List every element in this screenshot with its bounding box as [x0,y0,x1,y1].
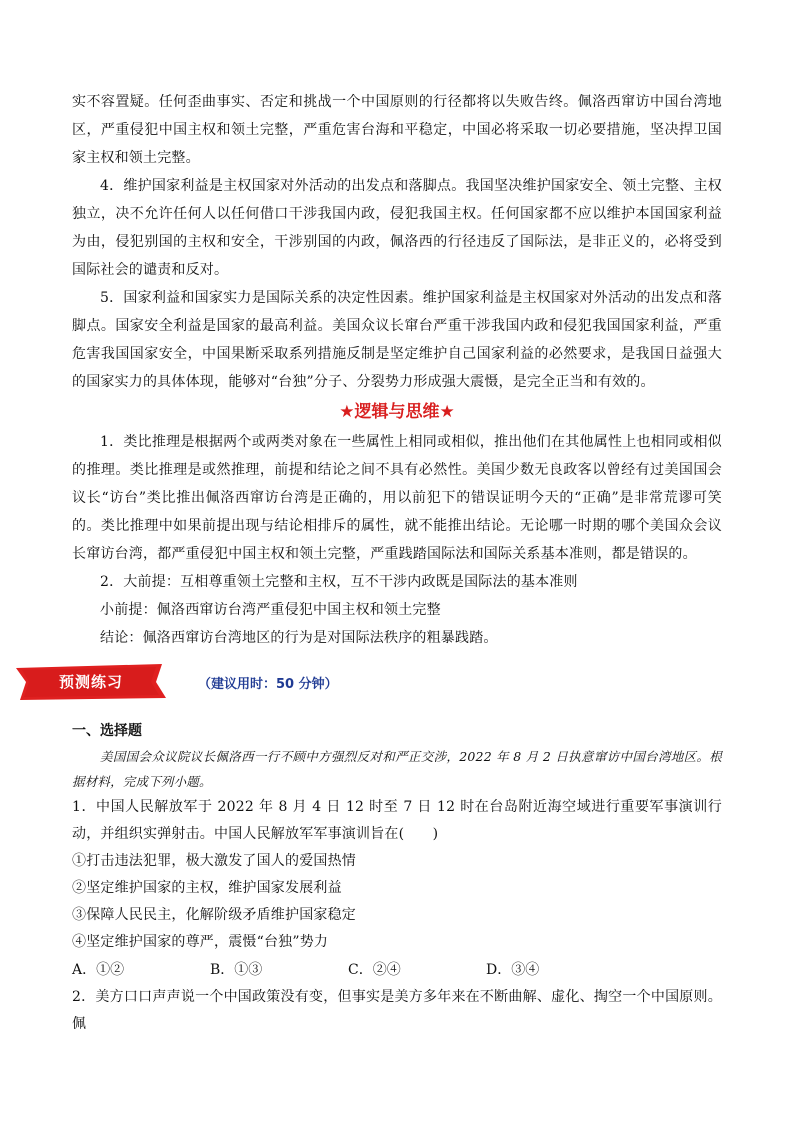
logic-conclusion: 结论：佩洛西窜访台湾地区的行为是对国际法秩序的粗暴践踏。 [100,630,498,646]
question-1-stem: 1．中国人民解放军于 2022 年 8 月 4 日 12 时至 7 日 12 时在台岛附近海空域进行重要军事演训行动，并组织实弹射击。中国人民解放军军事演训旨在( ) [72,799,722,842]
question-1-option: ②坚定维护国家的主权，维护国家发展利益 [72,880,342,896]
question-1-option: ③保障人民民主，化解阶级矛盾维护国家稳定 [72,907,356,923]
logic-minor-premise: 小前提：佩洛西窜访台湾严重侵犯中国主权和领土完整 [100,602,441,618]
choice-a: A．①② [72,962,125,978]
practice-banner-label: 预测练习 [58,673,123,691]
question-group-intro: 美国国会众议院议长佩洛西一行不顾中方强烈反对和严正交涉，2022 年 8 月 2 日执意窜访中国台湾地区。根据材料，完成下列小题。 [72,749,722,789]
suggested-time-note: （建议用时：50 分钟） [198,676,338,692]
page-content [58,88,722,1038]
practice-banner [16,664,166,700]
paragraph-continuation: 实不容置疑。任何歪曲事实、否定和挑战一个中国原则的行径都将以失败告终。佩洛西窜访中国台湾地区，严重侵犯中国主权和领土完整，严重危害台海和平稳定，中国必将采取一切必要措施，坚决捍卫国家主权和领土完整。 [72,94,722,166]
paragraph-point-4: 4．维护国家利益是主权国家对外活动的出发点和落脚点。我国坚决维护国家安全、领土完整、主权独立，决不允许任何人以任何借口干涉我国内政，侵犯我国主权。任何国家都不应以维护本国国家利益为由，侵犯别国的主权和安全，干涉别国的内政，佩洛西的行径违反了国际法，是非正义的，必将受到国际社会的谴责和反对。 [72,178,722,278]
logic-paragraph-1: 1．类比推理是根据两个或两类对象在一些属性上相同或相似，推出他们在其他属性上也相同或相似的推理。类比推理是或然推理，前提和结论之间不具有必然性。美国少数无良政客以曾经有过美国国会议长“访台”类比推出佩洛西窜访台湾是正确的，用以前犯下的错误证明今天的“正确”是非常荒谬可笑的。类比推理中如果前提出现与结论相排斥的属性，就不能推出结论。无论哪一时期的哪个美国众会议长窜访台湾，都严重侵犯中国主权和领土完整，严重践踏国际法和国际关系基本准则，都是错误的。 [72,434,722,562]
question-2-stem: 2．美方口口声声说一个中国政策没有变，但事实是美方多年来在不断曲解、虚化、掏空一个中国原则。佩 [72,989,722,1032]
question-1-option: ①打击违法犯罪，极大激发了国人的爱国热情 [72,853,356,869]
practice-banner-row [58,664,722,700]
logic-major-premise: 2．大前提：互相尊重领土完整和主权，互不干涉内政既是国际法的基本准则 [100,574,578,590]
choice-b: B．①③ [210,962,263,978]
question-1-choices [72,956,722,984]
multiple-choice-section-title: 一、选择题 [72,723,142,739]
paragraph-point-5: 5．国家利益和国家实力是国际关系的决定性因素。维护国家利益是主权国家对外活动的出发点和落脚点。国家安全利益是国家的最高利益。美国众议长窜台严重干涉我国内政和侵犯我国国家利益，严重危害我国国家安全，中国果断采取系列措施反制是坚定维护自己国家利益的必然要求，是我国日益强大的国家实力的具体体现，能够对“台独”分子、分裂势力形成强大震慑，是完全正当和有效的。 [72,290,722,390]
logic-thinking-heading: ★逻辑与思维★ [339,402,455,422]
choice-d: D．③④ [486,962,540,978]
choice-c: C．②④ [348,962,401,978]
question-1-option: ④坚定维护国家的尊严，震慑“台独”势力 [72,934,329,950]
